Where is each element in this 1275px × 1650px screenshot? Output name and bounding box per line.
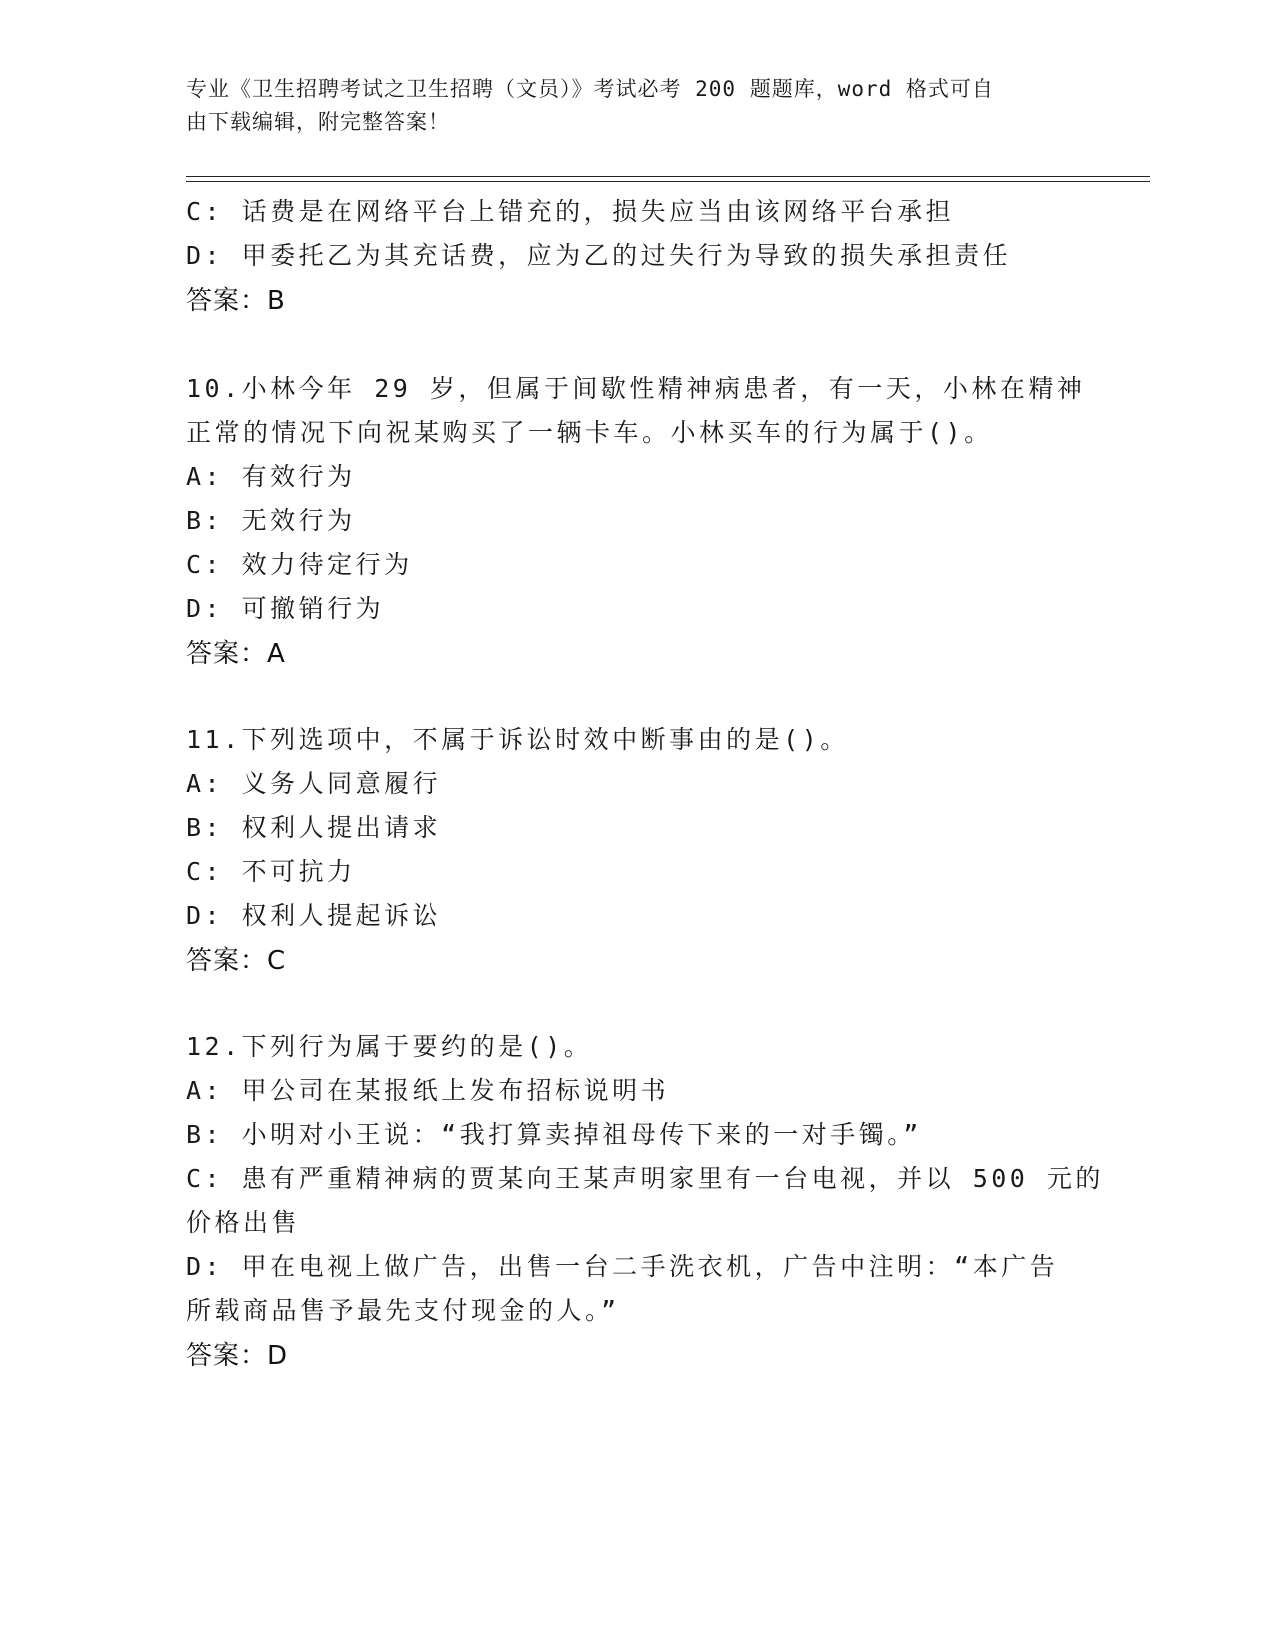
document-header	[186, 73, 1066, 139]
q12-option-a: A: 甲公司在某报纸上发布招标说明书	[186, 1076, 670, 1105]
q10-option-a: A: 有效行为	[186, 462, 356, 491]
q11-option-b: B: 权利人提出请求	[186, 813, 442, 842]
prev-option-d: D: 甲委托乙为其充话费，应为乙的过失行为导致的损失承担责任	[186, 241, 1012, 270]
header-rule-top	[186, 176, 1150, 177]
header-title-line-2: 由下载编辑，附完整答案！	[186, 110, 450, 134]
q12-option-d-line-2: 所载商品售予最先支付现金的人。”	[186, 1296, 620, 1325]
q10-option-b: B: 无效行为	[186, 506, 356, 535]
q10-answer: 答案：A	[186, 639, 286, 669]
q10-stem-line-2: 正常的情况下向祝某购买了一辆卡车。小林买车的行为属于()。	[186, 418, 993, 447]
q10-option-c: C: 效力待定行为	[186, 550, 413, 579]
prev-option-c: C: 话费是在网络平台上错充的，损失应当由该网络平台承担	[186, 197, 955, 226]
q12-option-b: B: 小明对小王说：“我打算卖掉祖母传下来的一对手镯。”	[186, 1120, 922, 1149]
prev-answer: 答案：B	[186, 286, 286, 316]
header-rule-bottom	[186, 181, 1150, 182]
q12-answer: 答案：D	[186, 1341, 289, 1371]
q11-option-a: A: 义务人同意履行	[186, 769, 442, 798]
q12-option-c-line-1: C: 患有严重精神病的贾某向王某声明家里有一台电视，并以 500 元的	[186, 1164, 1104, 1193]
q10-stem-line-1: 10.小林今年 29 岁，但属于间歇性精神病患者，有一天，小林在精神	[186, 374, 1086, 403]
q11-answer: 答案：C	[186, 946, 287, 976]
q10-option-d: D: 可撤销行为	[186, 594, 385, 623]
q12-option-d-line-1: D: 甲在电视上做广告，出售一台二手洗衣机，广告中注明：“本广告	[186, 1252, 1059, 1281]
q11-stem: 11.下列选项中，不属于诉讼时效中断事由的是()。	[186, 725, 849, 754]
q12-option-c-line-2: 价格出售	[186, 1208, 301, 1237]
q11-option-c: C: 不可抗力	[186, 857, 356, 886]
header-title-line-1: 专业《卫生招聘考试之卫生招聘（文员）》考试必考 200 题题库，word 格式可自	[186, 77, 994, 101]
q12-stem: 12.下列行为属于要约的是()。	[186, 1032, 593, 1061]
q11-option-d: D: 权利人提起诉讼	[186, 901, 442, 930]
